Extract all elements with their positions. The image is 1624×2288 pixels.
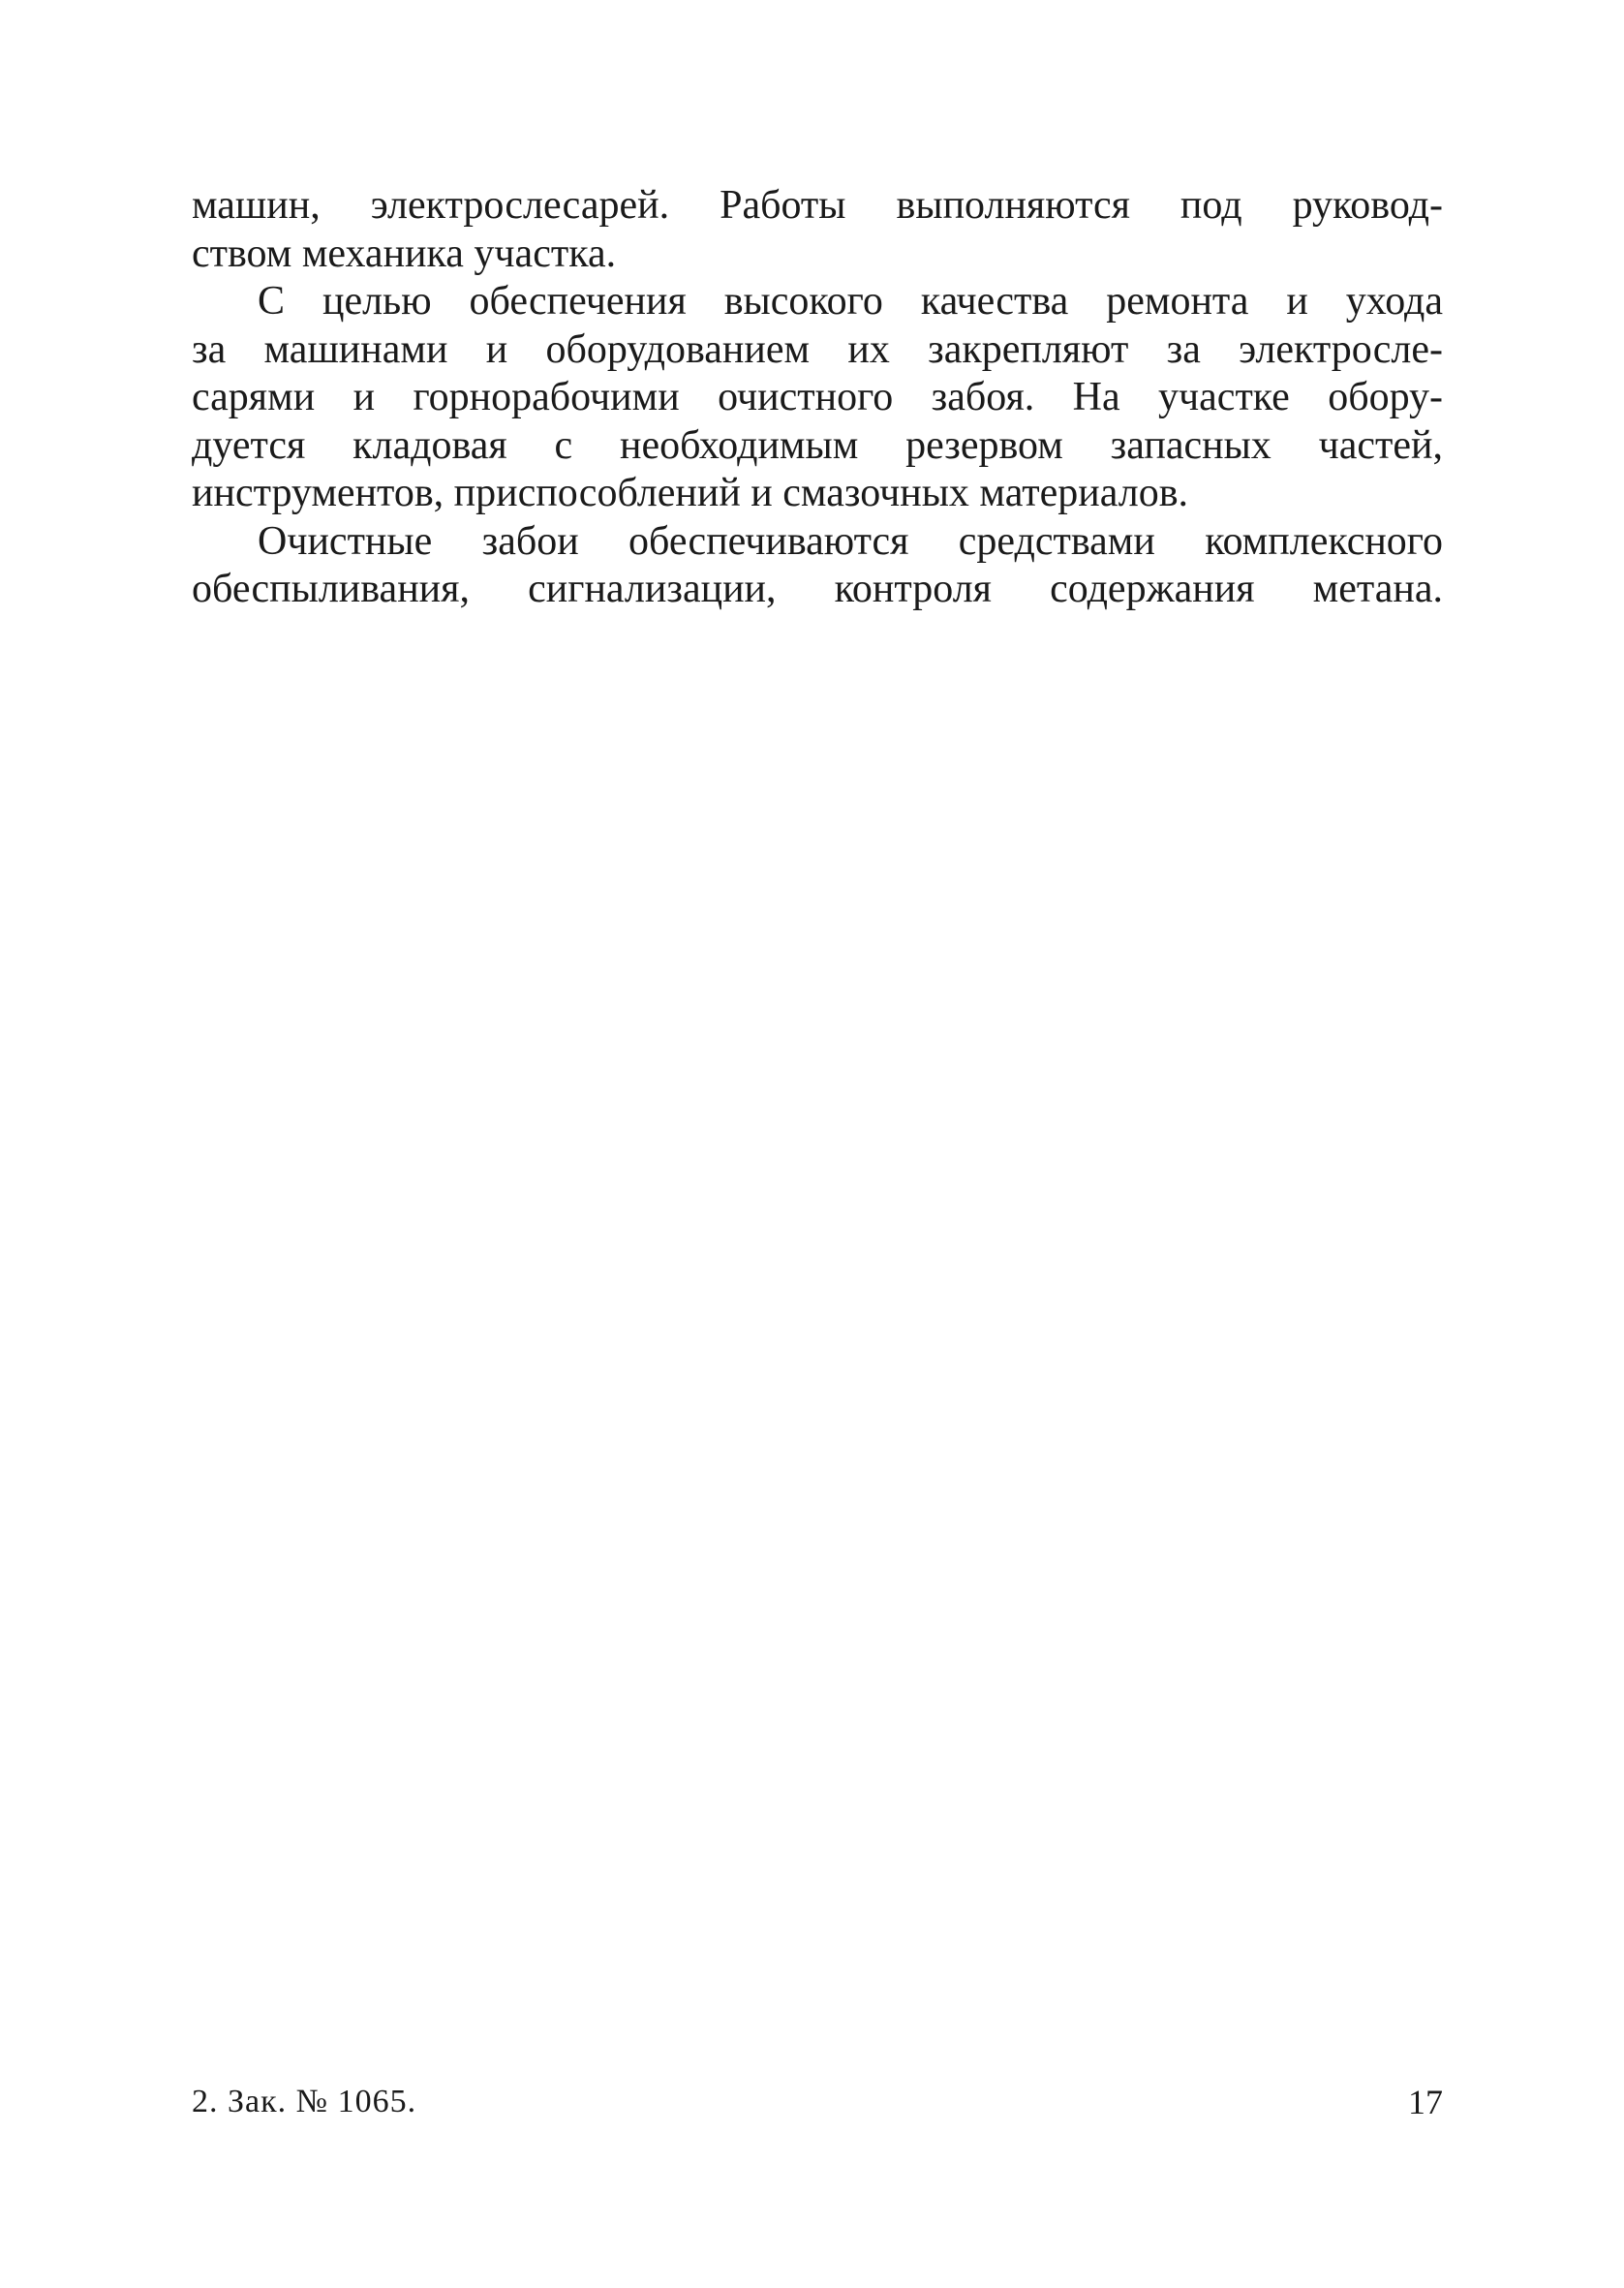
text-line: машин, электрослесарей. Работы выполняются под руковод- [192,183,1443,228]
print-order-mark: 2. Зак. № 1065. [192,2084,417,2119]
page-footer [192,2081,1443,2123]
text-line: дуется кладовая с необходимым резервом запасных частей, [192,422,1443,468]
text-line: С целью обеспечения высокого качества ремонта и ухода [258,279,1443,324]
text-line: обеспыливания, сигнализации, контроля содержания метана. [192,567,1443,611]
text-line: ством механика участка. [192,231,617,276]
page-number: 17 [1408,2083,1443,2121]
body-text [192,182,1443,614]
text-line: сарями и горнорабочими очистного забоя. На участке обору- [192,375,1443,419]
text-line: за машинами и оборудованием их закрепляют за электросле- [192,326,1443,372]
text-line: Очистные забои обеспечиваются средствами комплексного [258,518,1443,564]
text-line: инструментов, приспособлений и смазочных материалов. [192,471,1189,515]
